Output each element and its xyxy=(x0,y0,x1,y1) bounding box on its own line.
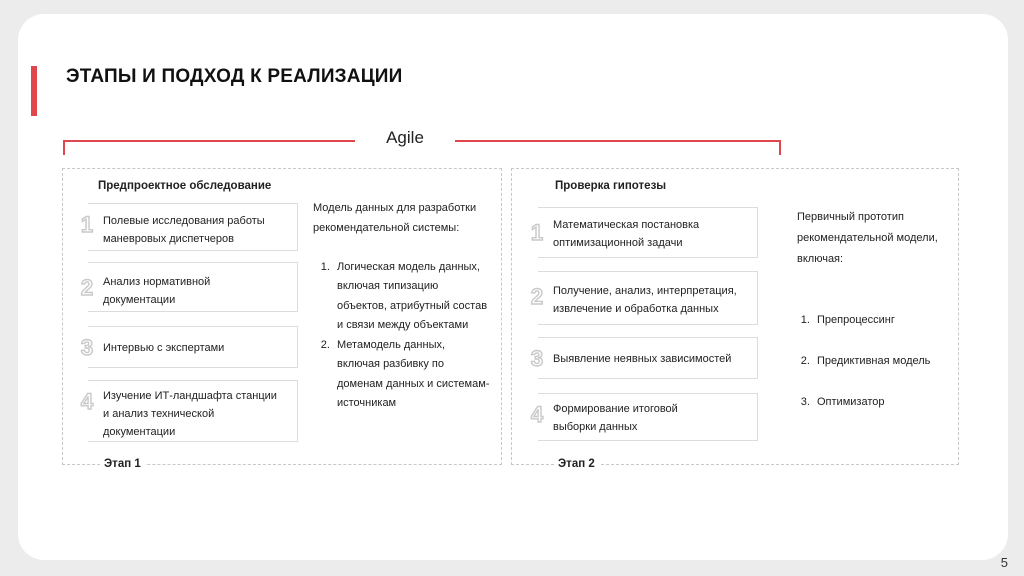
stage-2-desc-list xyxy=(797,310,947,413)
step-number: 3 xyxy=(80,335,94,360)
list-item: 1. Препроцессинг xyxy=(813,310,947,331)
page-number: 5 xyxy=(1000,555,1008,570)
step-text: Получение, анализ, интерпретация, извлечение и обработка данных xyxy=(553,285,737,315)
stage-1-step-4 xyxy=(80,380,298,442)
stage-2-step-1 xyxy=(530,207,758,258)
step-number: 3 xyxy=(530,346,544,371)
accent-bar xyxy=(31,66,37,116)
step-number: 2 xyxy=(80,275,94,300)
step-text: Анализ нормативной документации xyxy=(103,276,211,306)
step-text: Интервью с экспертами xyxy=(103,342,225,354)
step-text: Математическая постановка оптимизационной задачи xyxy=(553,219,700,249)
stage-1-label: Этап 1 xyxy=(100,458,145,470)
stage-2-heading: Проверка гипотезы xyxy=(551,180,670,192)
step-number: 4 xyxy=(80,389,94,414)
stage-1-heading: Предпроектное обследование xyxy=(94,180,275,192)
step-text: Выявление неявных зависимостей xyxy=(553,353,732,365)
page-title: ЭТАПЫ И ПОДХОД К РЕАЛИЗАЦИИ xyxy=(66,66,403,87)
list-item: 2. Предиктивная модель xyxy=(813,351,947,372)
stage-2-desc-intro: Первичный прототип рекомендательной модели, включая: xyxy=(797,211,938,265)
stage-1-step-2 xyxy=(80,262,298,312)
stage-2-label: Этап 2 xyxy=(554,458,599,470)
step-text: Изучение ИТ-ландшафта станции и анализ технической документации xyxy=(103,390,277,438)
stage-2-step-2 xyxy=(530,271,758,325)
step-number: 1 xyxy=(530,220,544,245)
stage-1-step-3 xyxy=(80,326,298,368)
stage-1-step-1 xyxy=(80,203,298,251)
agile-label: Agile xyxy=(355,128,455,148)
stage-1-desc-list xyxy=(313,258,491,414)
stage-2-step-4 xyxy=(530,393,758,441)
list-item: 2. Метамодель данных, включая разбивку по доменам данных и системам-источникам xyxy=(333,336,491,414)
stage-1-desc-intro: Модель данных для разработки рекомендательной системы: xyxy=(313,202,477,234)
step-text: Полевые исследования работы маневровых диспетчеров xyxy=(103,215,265,245)
step-number: 4 xyxy=(530,402,544,427)
step-text: Формирование итоговой выборки данных xyxy=(553,403,678,433)
step-number: 2 xyxy=(530,284,544,309)
step-number: 1 xyxy=(80,212,94,237)
stage-2-description xyxy=(797,207,947,413)
list-item: 3. Оптимизатор xyxy=(813,392,947,413)
list-item: 1. Логическая модель данных, включая типизацию объектов, атрибутный состав и связи между объектами xyxy=(333,258,491,336)
stage-2-step-3 xyxy=(530,337,758,379)
stage-1-description xyxy=(313,199,491,414)
